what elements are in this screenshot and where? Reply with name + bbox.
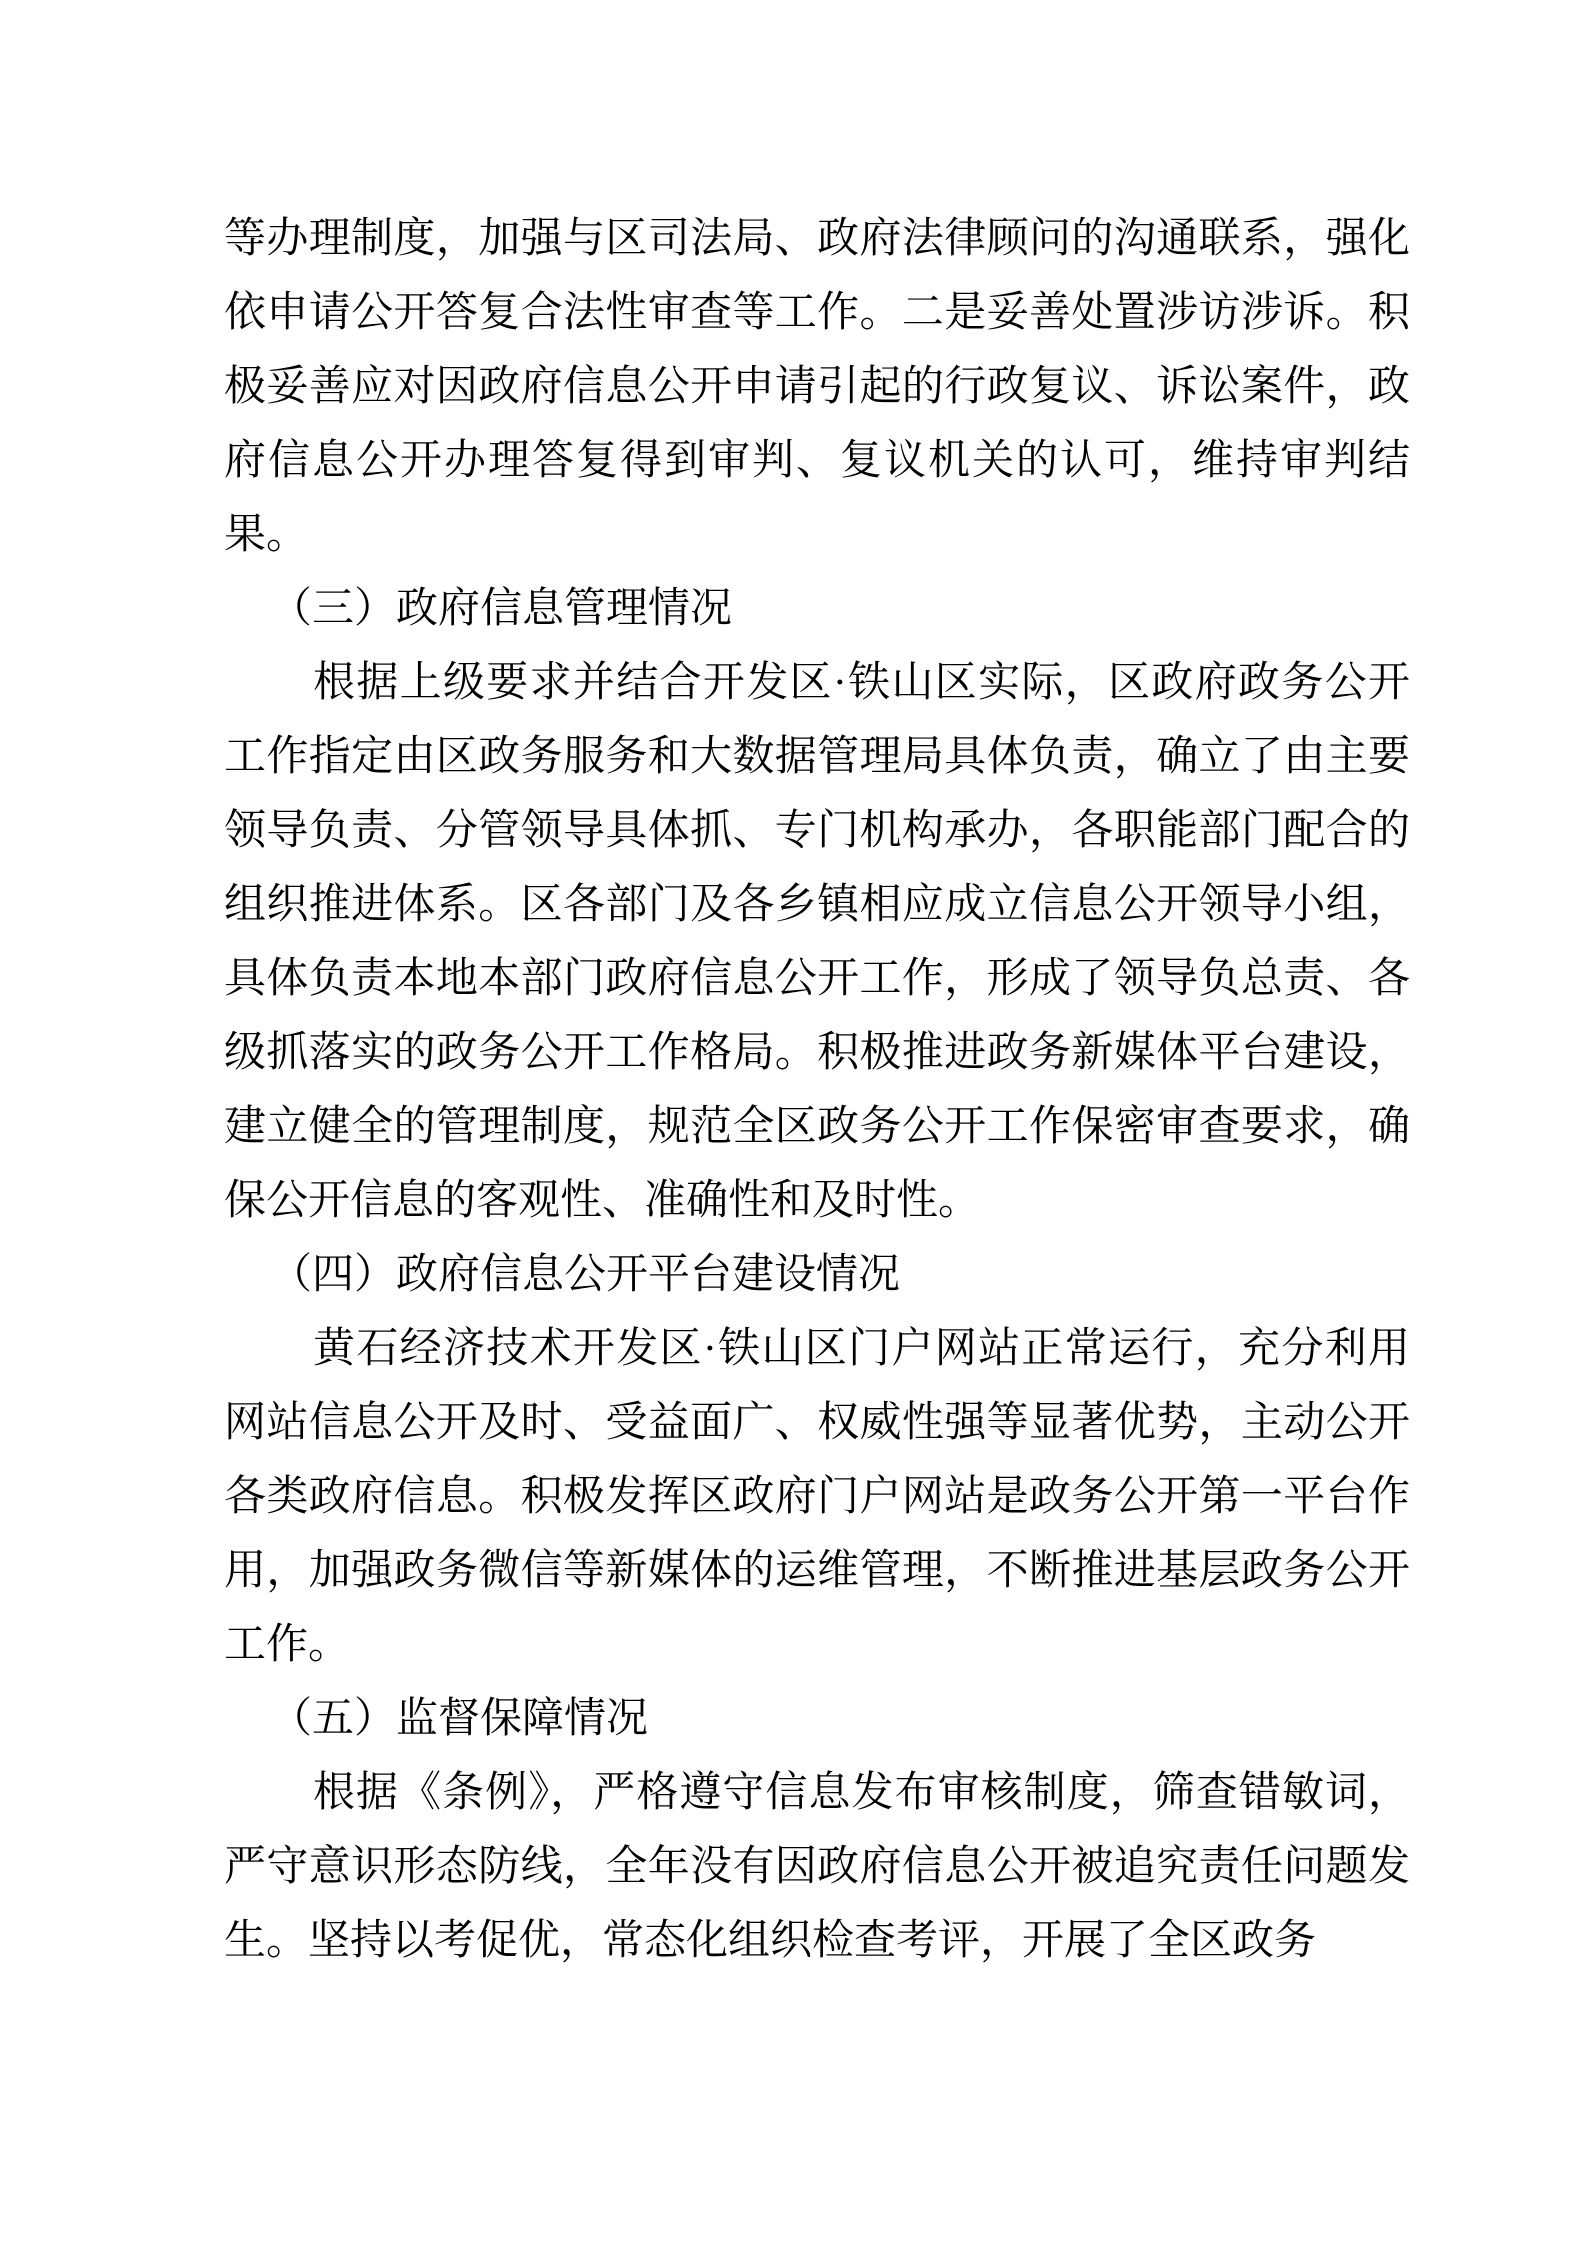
section-heading-5: （五）监督保障情况 (270, 1696, 649, 1742)
body-paragraph-continuation: 等办理制度，加强与区司法局、政府法律顾问的沟通联系，强化依申请公开答复合法性审查等工作。二是妥善处置涉访涉诉。积极妥善应对因政府信息公开申请引起的行政复议、诉讼案件，政府信息公开办理答复得到审判、复议机关的认可，维持审判结果。 (224, 216, 1410, 558)
body-paragraph-platform-construction: 黄石经济技术开发区·铁山区门户网站正常运行，充分利用网站信息公开及时、受益面广、权威性强等显著优势，主动公开各类政府信息。积极发挥区政府门户网站是政务公开第一平台作用，加强政务微信等新媒体的运维管理，不断推进基层政务公开工作。 (224, 1326, 1410, 1668)
body-paragraph-info-management: 根据上级要求并结合开发区·铁山区实际，区政府政务公开工作指定由区政务服务和大数据管理局具体负责，确立了由主要领导负责、分管领导具体抓、专门机构承办，各职能部门配合的组织推进体系。区各部门及各乡镇相应成立信息公开领导小组，具体负责本地本部门政府信息公开工作，形成了领导负总责、各级抓落实的政务公开工作格局。积极推进政务新媒体平台建设，建立健全的管理制度，规范全区政务公开工作保密审查要求，确保公开信息的客观性、准确性和及时性。 (224, 660, 1410, 1224)
section-heading-3: （三）政府信息管理情况 (270, 586, 733, 632)
document-text-area (224, 202, 1410, 1978)
section-heading-4: （四）政府信息公开平台建设情况 (270, 1252, 901, 1298)
body-paragraph-supervision: 根据《条例》，严格遵守信息发布审核制度，筛查错敏词，严守意识形态防线，全年没有因政府信息公开被追究责任问题发生。坚持以考促优，常态化组织检查考评，开展了全区政务 (224, 1770, 1410, 1964)
